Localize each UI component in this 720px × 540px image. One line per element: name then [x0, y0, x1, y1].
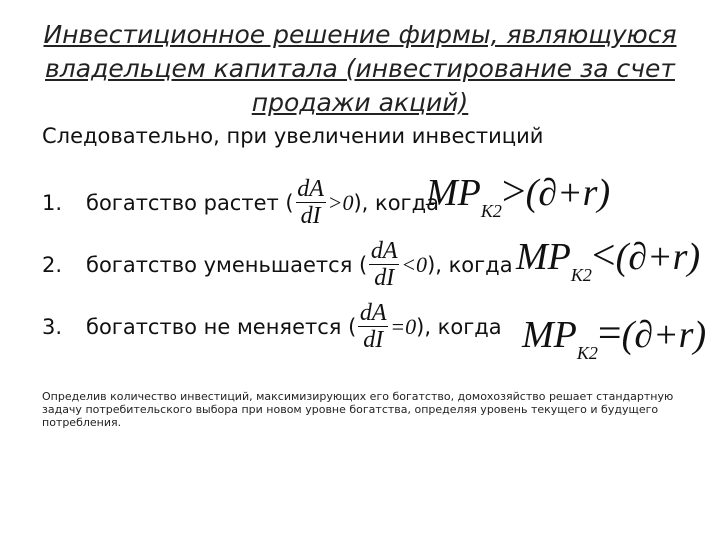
condition-formula-2 — [516, 232, 700, 286]
formula-subscript: K2 — [480, 201, 502, 221]
relation: <0 — [401, 251, 428, 277]
formula-operator: < — [591, 233, 616, 279]
item-number: 1. — [42, 190, 63, 215]
formula-rhs: (∂+r) — [525, 172, 611, 214]
item-text: богатство растет ( — [86, 190, 294, 215]
intro-text: Следовательно, при увеличении инвестиций — [42, 124, 544, 148]
fraction-denominator: dI — [363, 327, 384, 353]
formula-rhs: (∂+r) — [621, 314, 707, 356]
condition-item-1 — [42, 176, 439, 229]
condition-formula-1 — [426, 168, 610, 222]
item-text: богатство не меняется ( — [86, 314, 357, 339]
formula-subscript: K2 — [576, 343, 598, 363]
item-number: 2. — [42, 252, 63, 277]
relation: >0 — [327, 189, 354, 215]
formula-mp: MP — [426, 172, 481, 214]
relation: =0 — [390, 313, 417, 339]
slide-title: Инвестиционное решение фирмы, являющуюся владельцем капитала (инвестирование за счет продажи акций) — [43, 20, 677, 117]
item-tail: ), когда — [353, 190, 439, 215]
formula-mp: MP — [522, 314, 577, 356]
item-tail: ), когда — [416, 314, 502, 339]
formula-rhs: (∂+r) — [615, 236, 701, 278]
formula-operator: = — [597, 311, 622, 357]
condition-formula-3 — [522, 310, 706, 364]
item-text: богатство уменьшается ( — [86, 252, 368, 277]
derivative-fraction — [296, 176, 326, 229]
formula-mp: MP — [516, 236, 571, 278]
fraction-numerator: dA — [370, 238, 398, 264]
formula-subscript: K2 — [570, 265, 592, 285]
fraction-denominator: dI — [300, 203, 321, 229]
condition-item-3 — [42, 300, 502, 353]
note-text: Определив количество инвестиций, максимизирующих его богатство, домохозяйство решает стандартную задачу потребительского выбора при новом уровне богатства, определяя уровень текущего и будущего потребления. — [42, 390, 674, 429]
item-tail: ), когда — [427, 252, 513, 277]
item-number: 3. — [42, 314, 63, 339]
derivative-fraction — [358, 300, 388, 353]
derivative-fraction — [369, 238, 399, 291]
fraction-denominator: dI — [374, 265, 395, 291]
formula-operator: > — [501, 169, 526, 215]
fraction-numerator: dA — [359, 300, 387, 326]
fraction-numerator: dA — [297, 176, 324, 202]
condition-item-2 — [42, 238, 513, 291]
